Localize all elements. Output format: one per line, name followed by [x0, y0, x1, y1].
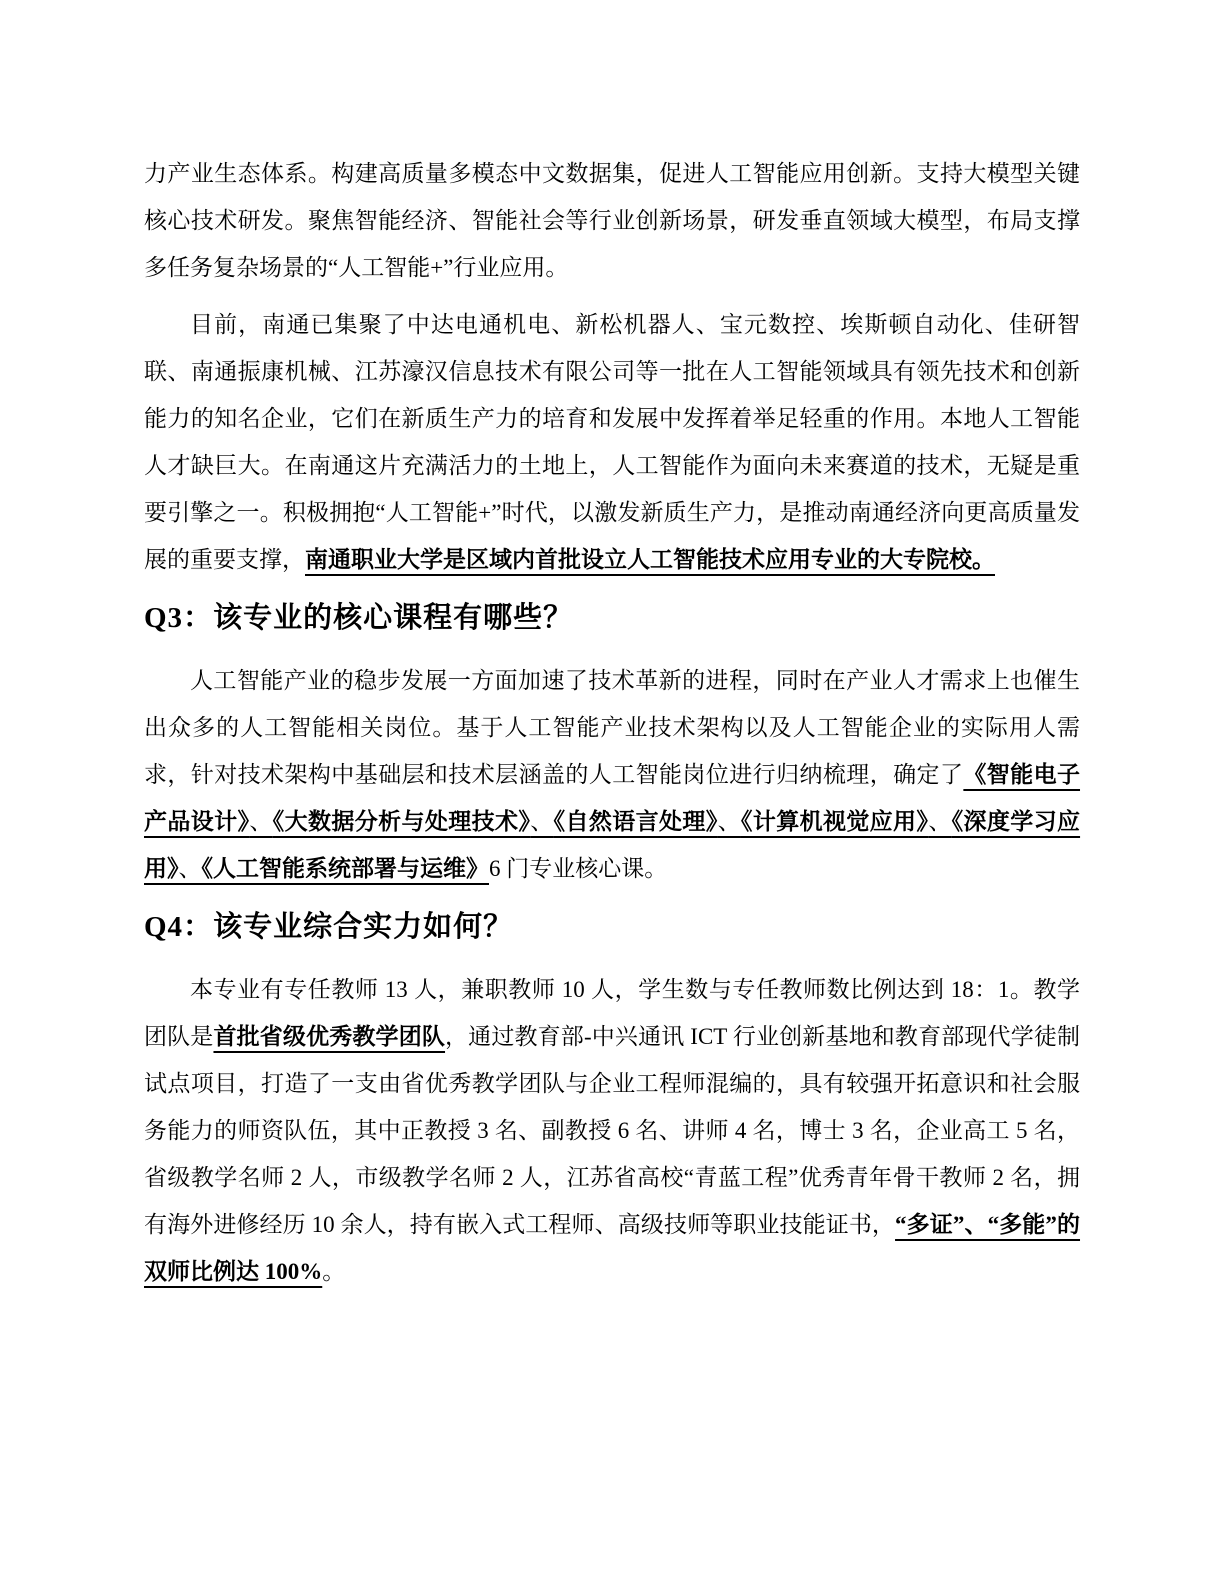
text-run: 人工智能产业的稳步发展一方面加速了技术革新的进程，同时在产业人才需求上也催生出众多的人工智能相关岗位。基于人工智能产业技术架构以及人工智能企业的实际用人需求，针对技术架构中基础层和技术层涵盖的人工智能岗位进行归纳梳理，确定了	[144, 668, 1080, 787]
paragraph	[144, 301, 1080, 583]
text-run: 《自然语言处理》	[553, 809, 718, 834]
text-run: 本专业有专任教师 13 人，兼职教师 10 人，学生数与专任教师数比例达到 18：1。教学团队是	[144, 977, 1080, 1049]
text-run: 、	[717, 809, 741, 834]
text-run: “多证”、“多能”的双师比例达 100%	[144, 1212, 1081, 1284]
text-run: 目前，南通已集聚了中达电通机电、新松机器人、宝元数控、埃斯顿自动化、佳研智联、南通振康机械、江苏濠汉信息技术有限公司等一批在人工智能领域具有领先技术和创新能力的知名企业，它们在新质生产力的培育和发展中发挥着举足轻重的作用。本地人工智能人才缺巨大。在南通这片充满活力的土地上，人工智能作为面向未来赛道的技术，无疑是重要引擎之一。积极拥抱“人工智能+”时代，以激发新质生产力，是推动南通经济向更高质量发展的重要支撑，	[144, 312, 1080, 572]
text-run: 《大数据分析与处理技术》	[272, 809, 531, 834]
text-run: 力产业生态体系。构建高质量多模态中文数据集，促进人工智能应用创新。支持大模型关键核心技术研发。聚焦智能经济、智能社会等行业创新场景，研发垂直领域大模型，布局支撑多任务复杂场景的“人工智能+”行业应用。	[144, 161, 1080, 280]
text-run: Q3：	[144, 602, 214, 634]
text-run: 《人工智能系统部署与运维》	[201, 856, 489, 881]
paragraph	[144, 150, 1080, 291]
text-run: 。	[322, 1259, 346, 1284]
text-run: 、	[249, 809, 273, 834]
text-run: 、	[178, 856, 202, 881]
text-run: 6 门专业核心课。	[489, 856, 668, 881]
document-body	[144, 150, 1080, 1295]
section-heading	[144, 597, 1080, 639]
text-run: 该专业的核心课程有哪些？	[213, 602, 574, 634]
text-run: 、	[928, 809, 952, 834]
text-run: 该专业综合实力如何？	[213, 911, 514, 943]
text-run: 首批省级优秀教学团队	[213, 1024, 446, 1049]
section-heading	[144, 906, 1080, 948]
text-run: Q4：	[144, 911, 214, 943]
paragraph	[144, 966, 1080, 1295]
paragraph	[144, 657, 1080, 892]
text-run: 《深度学习应用》	[144, 809, 1081, 881]
text-run: 、	[530, 809, 554, 834]
text-run: 南通职业大学是区域内首批设立人工智能技术应用专业的大专院校。	[305, 547, 995, 572]
text-run: ，通过教育部-中兴通讯 ICT 行业创新基地和教育部现代学徒制试点项目，打造了一支由省优秀教学团队与企业工程师混编的，具有较强开拓意识和社会服务能力的师资队伍，其中正教授 3 名、副教授 6 名、讲师 4 名，博士 3 名，企业高工 5 名，省级教学名师 2 人，市级教学名师 2 人，江苏省高校“青蓝工程”优秀青年骨干教师 2 名，拥有海外进修经历 10 余人，持有嵌入式工程师、高级技师等职业技能证书，	[144, 1024, 1081, 1237]
text-run: 《智能电子产品设计》	[144, 762, 1081, 834]
text-run: 《计算机视觉应用》	[740, 809, 929, 834]
